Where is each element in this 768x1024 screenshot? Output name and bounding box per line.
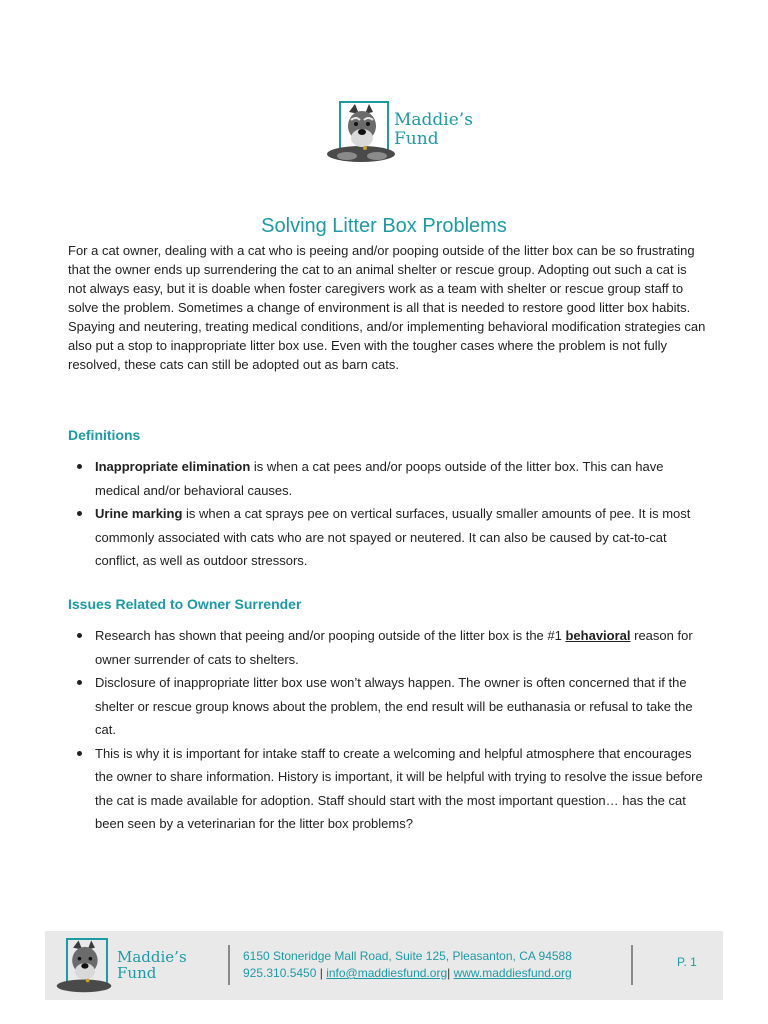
maddies-fund-logo xyxy=(325,98,485,164)
list-item xyxy=(68,502,708,573)
footer-divider xyxy=(228,945,230,985)
separator: | xyxy=(447,966,454,980)
footer-divider xyxy=(631,945,633,985)
page-footer xyxy=(45,931,723,1000)
term: Urine marking xyxy=(95,506,183,521)
list-item xyxy=(68,455,708,502)
logo-line-1: Maddie’s xyxy=(117,948,187,966)
footer-website-link[interactable]: www.maddiesfund.org xyxy=(453,966,572,980)
list-item: Disclosure of inappropriate litter box use won’t always happen. The owner is often concerned that if the shelter or rescue group knows about the problem, the end result will be euthanasia or refusal to take the cat. xyxy=(68,671,708,742)
schnauzer-dog-icon xyxy=(325,98,397,164)
owner-surrender-heading: Issues Related to Owner Surrender xyxy=(68,596,302,612)
footer-contact xyxy=(243,948,572,982)
definitions-list xyxy=(68,455,708,573)
logo-line-2: Fund xyxy=(117,964,157,982)
item-text-before: Research has shown that peeing and/or pooping outside of the litter box is the #1 xyxy=(95,628,566,643)
footer-phone: 925.310.5450 xyxy=(243,966,317,980)
page-title: Solving Litter Box Problems xyxy=(261,215,507,237)
footer-email-link[interactable]: info@maddiesfund.org xyxy=(326,966,448,980)
footer-logo-wordmark xyxy=(117,949,187,981)
footer-contact-line xyxy=(243,965,572,982)
owner-surrender-list xyxy=(68,624,708,836)
definition-text: is when a cat sprays pee on vertical surfaces, usually smaller amounts of pee. It is most commonly associated with cats who are not spayed or neutered. It can also be caused by cat-to-cat conflict, as well as outdoor stressors. xyxy=(95,506,691,568)
page-number: P. 1 xyxy=(677,955,697,969)
footer-address: 6150 Stoneridge Mall Road, Suite 125, Pleasanton, CA 94588 xyxy=(243,949,572,963)
logo-wordmark xyxy=(394,111,473,149)
separator: | xyxy=(316,966,327,980)
intro-paragraph: For a cat owner, dealing with a cat who is peeing and/or pooping outside of the litter box can be so frustrating that the owner ends up surrendering the cat to an animal shelter or rescue group. Adopting out such a cat is not always easy, but it is doable when foster caregivers work as a team with shelter or rescue group staff to solve the problem. Sometimes a change of environment is all that is needed to restore good litter box habits. Spaying and neutering, treating medical conditions, and/or implementing behavioral modification strategies can also put a stop to inappropriate litter box use. Even with the tougher cases where the problem is not fully resolved, these cats can still be adopted out as barn cats. xyxy=(68,243,706,372)
emphasis-behavioral: behavioral xyxy=(565,628,631,643)
list-item xyxy=(68,624,708,671)
definitions-heading: Definitions xyxy=(68,427,141,443)
list-item: This is why it is important for intake staff to create a welcoming and helpful atmosphere that encourages the owner to share information. History is important, it will be helpful with trying to resolve the issue before the cat is made available for adoption. Staff should start with the most important question… has the cat been seen by a veterinarian for the litter box problems? xyxy=(68,742,708,836)
schnauzer-dog-icon xyxy=(51,935,117,995)
logo-line-1: Maddie’s xyxy=(394,110,473,130)
term: Inappropriate elimination xyxy=(95,459,251,474)
logo-line-2: Fund xyxy=(394,129,439,149)
item-text-after: reason for owner surrender of cats to shelters. xyxy=(95,628,693,667)
definition-text: is when a cat pees and/or poops outside of the litter box. This can have medical and/or behavioral causes. xyxy=(95,459,664,498)
